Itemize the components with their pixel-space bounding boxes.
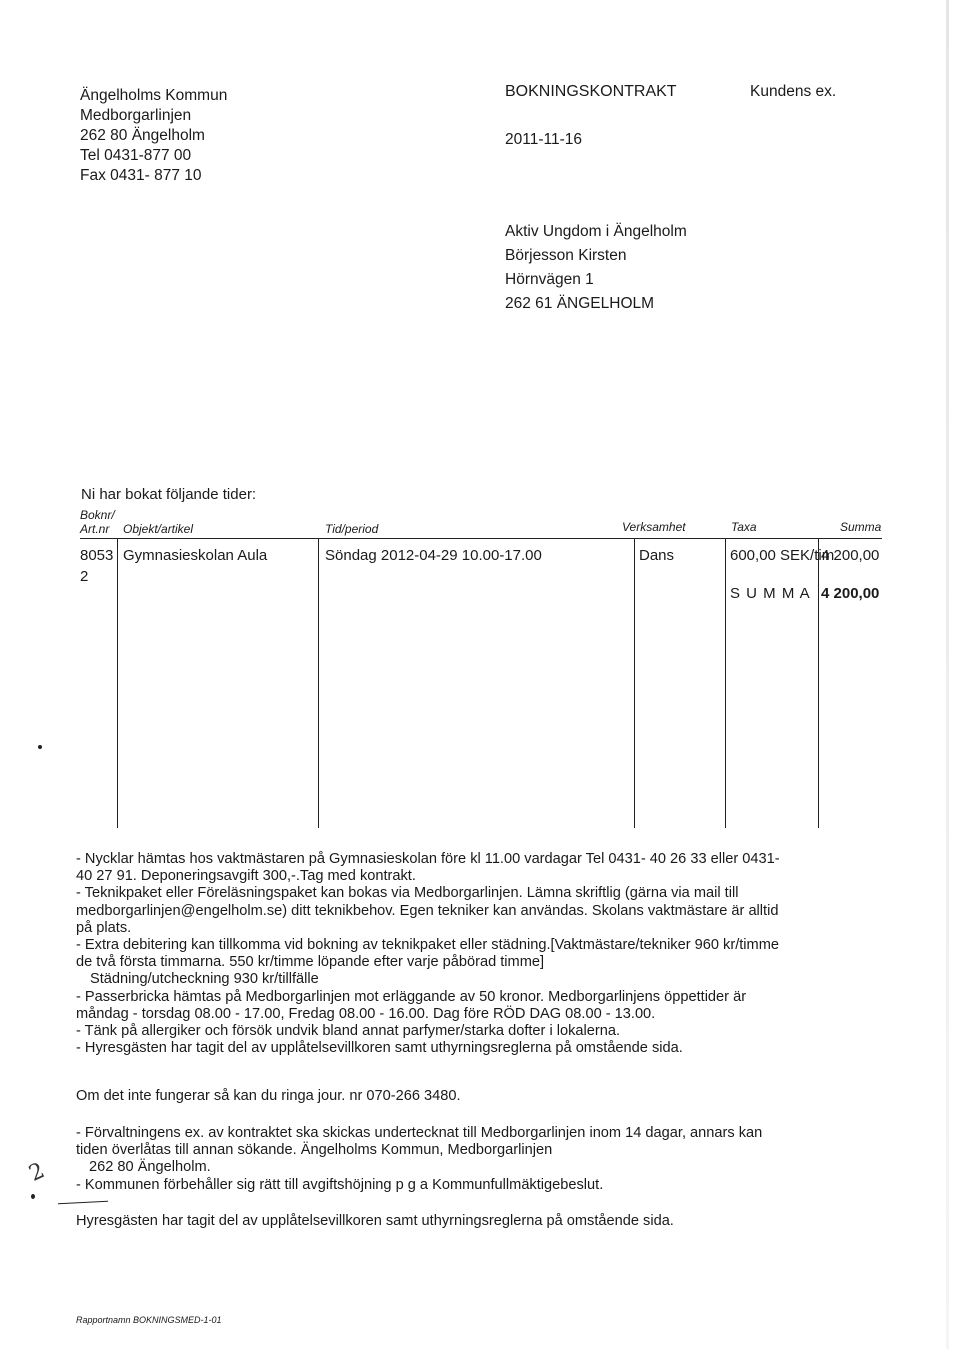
header-object: Objekt/artikel [123, 522, 194, 536]
contract-terms [76, 1125, 762, 1194]
terms-line: tiden överlåtas till annan sökande. Ängelholms Kommun, Medborgarlinjen [76, 1142, 553, 1159]
header-activity: Verksamhet [622, 520, 686, 534]
copy-label: Kundens ex. [750, 83, 837, 100]
recipient-street: Hörnvägen 1 [505, 271, 594, 288]
column-divider [117, 538, 118, 828]
scan-speck [38, 745, 42, 749]
scan-speck [31, 1194, 35, 1199]
booking-intro: Ni har bokat följande tider: [81, 486, 257, 503]
recipient-city: 262 61 ÄNGELHOLM [505, 295, 655, 312]
condition-line: - Teknikpaket eller Föreläsningspaket kan bokas via Medborgarlinjen. Lämna skriftlig (gärna via mail till [76, 885, 739, 902]
document-date: 2011-11-16 [505, 131, 582, 148]
condition-line: medborgarlinjen@engelholm.se) ditt teknikbehov. Egen tekniker kan användas. Skolans vaktmästare är alltid [76, 902, 779, 919]
booking-conditions [76, 851, 780, 1057]
sender-unit: Medborgarlinjen [80, 107, 192, 124]
condition-line: - Passerbricka hämtas på Medborgarlinjen mot erläggande av 50 kronor. Medborgarlinjens öppettider är [76, 988, 747, 1005]
terms-line: 262 80 Ängelholm. [89, 1159, 211, 1176]
jour-notice [76, 1088, 461, 1105]
cell-booking-no: 8053 [80, 547, 114, 564]
total-label: S U M M A [730, 585, 811, 602]
header-booking-no: Boknr/ [80, 508, 115, 522]
condition-line: - Extra debitering kan tillkomma vid bokning av teknikpaket eller städning.[Vaktmästare/tekniker 960 kr/timme [76, 937, 779, 954]
jour-line: Om det inte fungerar så kan du ringa jour. nr 070-266 3480. [76, 1088, 461, 1104]
recipient-contact: Börjesson Kirsten [505, 247, 627, 264]
cell-rate: 600,00 SEK/tim [730, 547, 835, 564]
total-value: 4 200,00 [821, 585, 880, 602]
header-article-no: Art.nr [80, 522, 110, 536]
table-header-rule [80, 538, 882, 539]
column-divider [818, 538, 819, 828]
closing-statement [76, 1213, 674, 1230]
cell-period: Söndag 2012-04-29 10.00-17.00 [325, 547, 542, 564]
report-name: Rapportnamn BOKNINGSMED-1-01 [76, 1315, 222, 1325]
column-divider [318, 538, 319, 828]
condition-line: - Tänk på allergiker och försök undvik bland annat parfymer/starka dofter i lokalerna. [76, 1023, 621, 1040]
condition-line: - Hyresgästen har tagit del av upplåtelsevillkoren samt uthyrningsreglerna på omstående sida. [76, 1040, 683, 1057]
cell-article-no: 2 [80, 568, 89, 585]
condition-line: på plats. [76, 919, 132, 936]
terms-line: - Kommunen förbehåller sig rätt till avgiftshöjning p g a Kommunfullmäktigebeslut. [76, 1176, 604, 1193]
scan-edge [946, 0, 949, 1349]
document-title: BOKNINGSKONTRAKT [505, 83, 677, 100]
condition-line: - Nycklar hämtas hos vaktmästaren på Gymnasieskolan före kl 11.00 vardagar Tel 0431- 40 26 33 eller 0431- [76, 851, 780, 867]
terms-line: - Förvaltningens ex. av kontraktet ska skickas undertecknat till Medborgarlinjen inom 14 dagar, annars kan [76, 1125, 763, 1141]
column-divider [634, 538, 635, 828]
column-divider [725, 538, 726, 828]
recipient-org: Aktiv Ungdom i Ängelholm [505, 223, 687, 240]
closing-line: Hyresgästen har tagit del av upplåtelsevillkoren samt uthyrningsreglerna på omstående sida. [76, 1213, 674, 1229]
sender-tel: Tel 0431-877 00 [80, 147, 192, 164]
header-rate: Taxa [731, 520, 757, 534]
condition-line: de två första timmarna. 550 kr/timme löpande efter varje påbörad timme] [76, 954, 545, 971]
sender-postal: 262 80 Ängelholm [80, 127, 205, 144]
header-period: Tid/period [325, 522, 379, 536]
header-sum: Summa [840, 520, 882, 534]
recipient-address [505, 220, 687, 316]
condition-line: måndag - torsdag 08.00 - 17.00, Fredag 08.00 - 16.00. Dag före RÖD DAG 08.00 - 13.00. [76, 1005, 656, 1022]
cell-activity: Dans [639, 547, 675, 564]
cell-sum: 4 200,00 [821, 547, 880, 564]
handwritten-dash [58, 1201, 108, 1205]
condition-line: 40 27 91. Deponeringsavgift 300,-.Tag med kontrakt. [76, 868, 416, 885]
sender-address [80, 86, 227, 186]
handwritten-mark: 2 [25, 1158, 49, 1187]
cell-object: Gymnasieskolan Aula [123, 547, 268, 564]
condition-line: Städning/utcheckning 930 kr/tillfälle [90, 971, 319, 988]
sender-fax: Fax 0431- 877 10 [80, 167, 202, 184]
sender-org: Ängelholms Kommun [80, 87, 228, 104]
